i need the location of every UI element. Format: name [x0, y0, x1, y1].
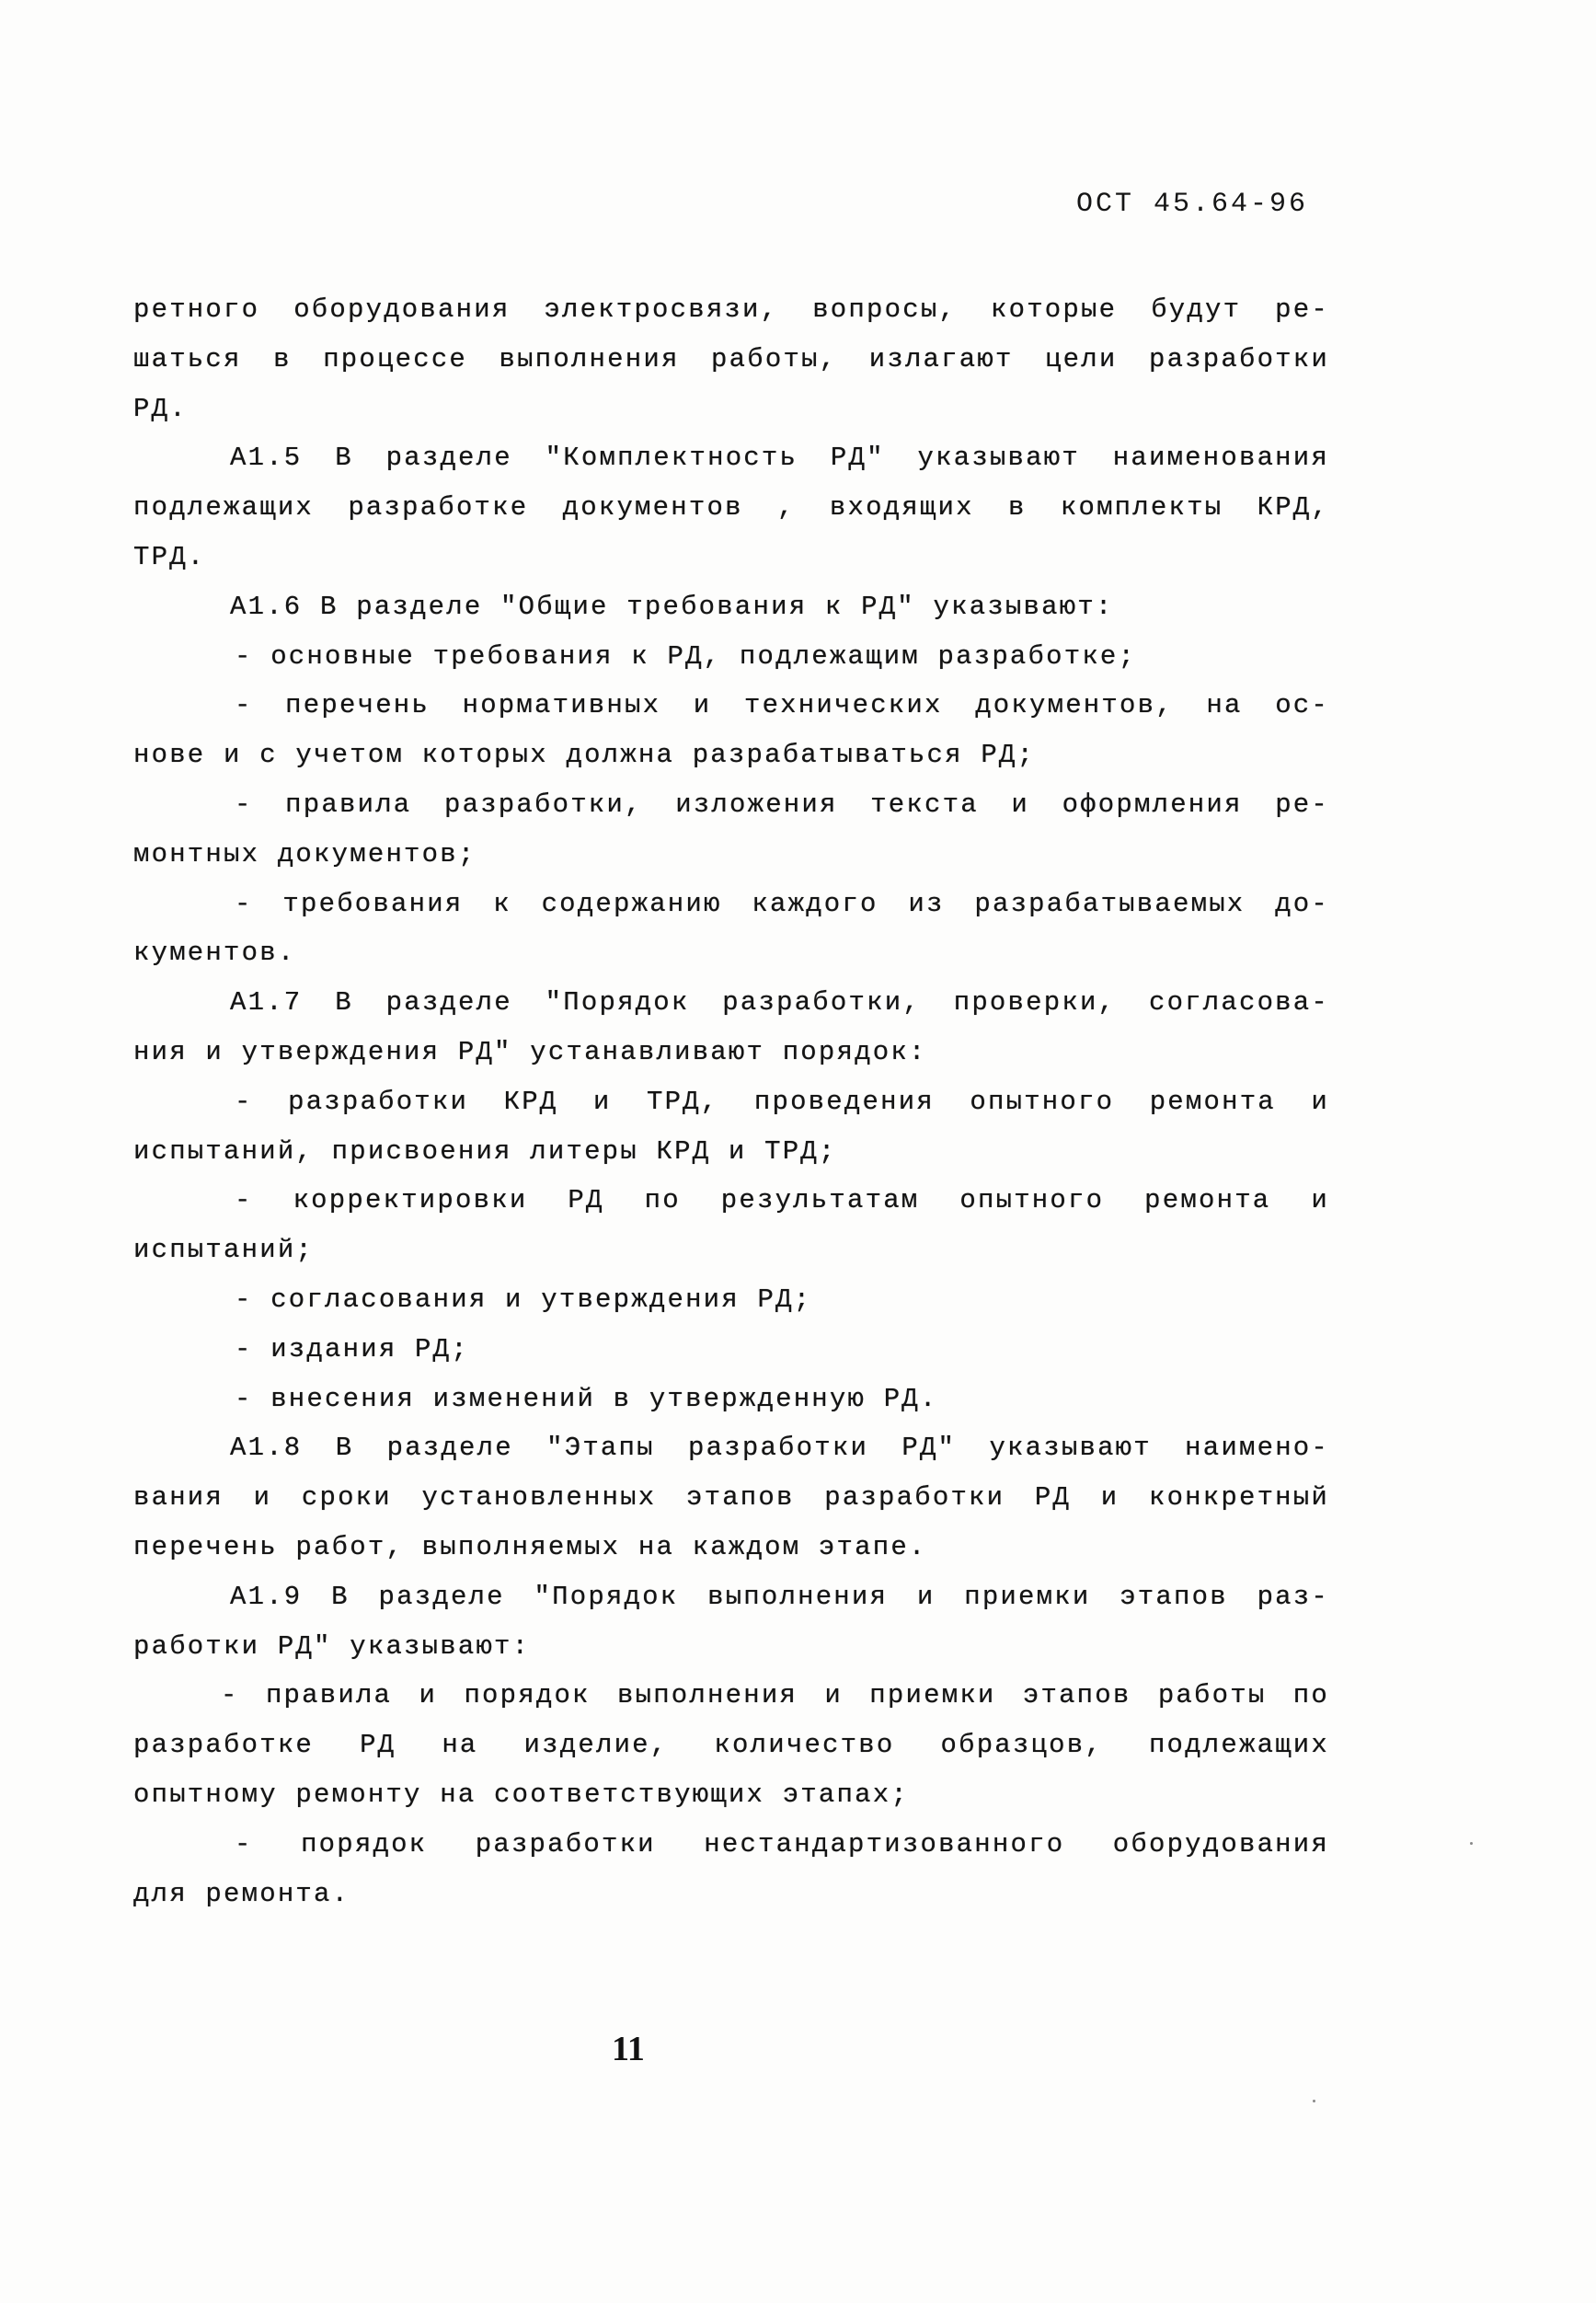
text-line: опытному ремонту на соответствующих этапах;	[133, 1779, 909, 1810]
text-line: нове и с учетом которых должна разрабатываться РД;	[133, 740, 1036, 771]
list-item: - издания РД;	[235, 1333, 469, 1365]
paragraph-start: А1.8 В разделе "Этапы разработки РД" указывают наимено-	[230, 1433, 1329, 1464]
text-line: вания и сроки установленных этапов разработки РД и конкретный	[133, 1482, 1329, 1514]
document-code: ОСТ 45.64-96	[1076, 189, 1309, 220]
text-line: испытаний;	[133, 1235, 315, 1266]
text-line: перечень работ, выполняемых на каждом этапе.	[133, 1531, 927, 1562]
list-item: - корректировки РД по результатам опытного ремонта и	[235, 1185, 1329, 1216]
list-item: - правила и порядок выполнения и приемки этапов работы по	[221, 1680, 1329, 1711]
paragraph-start: А1.6 В разделе "Общие требования к РД" указывают:	[230, 591, 1114, 622]
text-line: разработке РД на изделие, количество образцов, подлежащих	[133, 1730, 1329, 1761]
text-line: ТРД.	[133, 541, 206, 572]
text-line: для ремонта.	[133, 1878, 350, 1909]
scan-speck	[1313, 2100, 1315, 2102]
text-line: РД.	[133, 393, 188, 424]
text-line: монтных документов;	[133, 838, 477, 869]
list-item: - требования к содержанию каждого из разрабатываемых до-	[235, 888, 1329, 919]
text-line: шаться в процессе выполнения работы, излагают цели разработки	[133, 343, 1329, 374]
list-item: - основные требования к РД, подлежащим разработке;	[235, 640, 1137, 672]
paragraph-start: А1.5 В разделе "Комплектность РД" указывают наименования	[230, 443, 1329, 474]
list-item: - согласования и утверждения РД;	[235, 1284, 812, 1315]
paragraph-start: А1.9 В разделе "Порядок выполнения и приемки этапов раз-	[230, 1581, 1329, 1612]
list-item: - внесения изменений в утвержденную РД.	[235, 1383, 938, 1414]
text-line: кументов.	[133, 938, 296, 969]
list-item: - разработки КРД и ТРД, проведения опытного ремонта и	[235, 1086, 1329, 1117]
list-item: - порядок разработки нестандартизованного оборудования	[235, 1828, 1329, 1860]
paragraph-start: А1.7 В разделе "Порядок разработки, проверки, согласова-	[230, 987, 1329, 1019]
text-line: работки РД" указывают:	[133, 1630, 531, 1662]
list-item: - правила разработки, изложения текста и оформления ре-	[235, 789, 1329, 820]
scan-speck	[1470, 1842, 1473, 1845]
document-body	[133, 285, 1329, 1918]
list-item: - перечень нормативных и технических документов, на ос-	[235, 690, 1329, 721]
text-line: испытаний, присвоения литеры КРД и ТРД;	[133, 1135, 837, 1167]
page-number: 11	[612, 2030, 645, 2068]
text-line: ния и утверждения РД" устанавливают порядок:	[133, 1036, 927, 1067]
text-line: подлежащих разработке документов , входящих в комплекты КРД,	[133, 492, 1329, 524]
text-line: ретного оборудования электросвязи, вопросы, которые будут ре-	[133, 294, 1329, 325]
